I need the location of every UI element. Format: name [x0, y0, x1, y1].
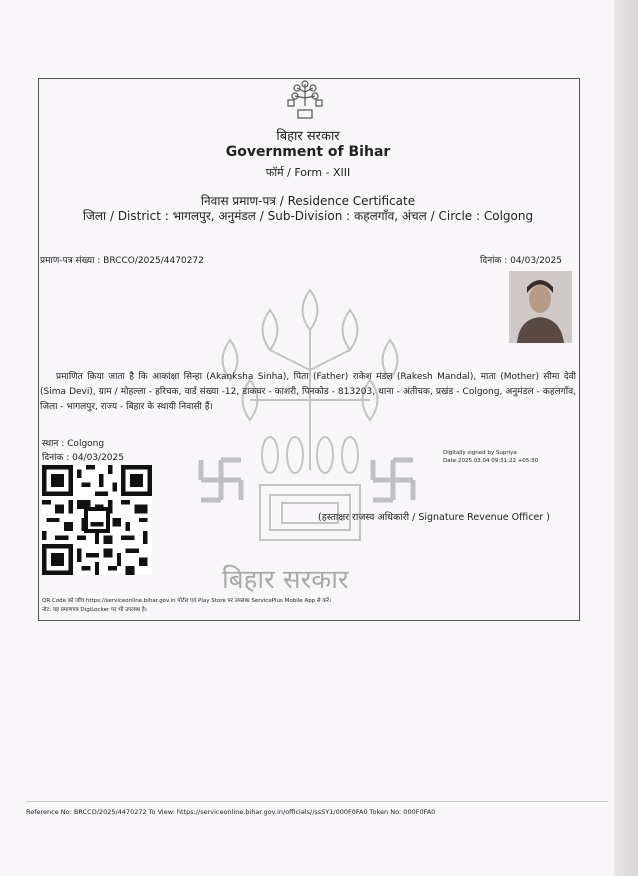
- form-number: फॉर्म / Form - XIII: [265, 166, 351, 179]
- footer-divider: [26, 801, 608, 802]
- bihar-emblem-watermark: [190, 270, 430, 610]
- certificate-number: प्रमाण-पत्र संख्या : BRCCO/2025/4470272: [40, 256, 204, 266]
- certificate-type: निवास प्रमाण-पत्र / Residence Certificate: [200, 194, 416, 208]
- government-title: Government of Bihar: [225, 144, 391, 160]
- verification-notes: [42, 597, 331, 615]
- district-line: जिला / District : भागलपुर, अनुमंडल / Sub-Division : कहलगाँव, अंचल / Circle : Colgong: [82, 209, 534, 223]
- paper-edge: [614, 0, 638, 876]
- digital-sign-date: Date:2025.03.04 09:31:22 +05:30: [443, 458, 539, 464]
- signature-label: (हस्ताक्षर राजस्व अधिकारी / Signature Revenue Officer ): [318, 512, 550, 523]
- qr-note: QR Code को जाँच https://serviceonline.bihar.gov.in पोर्टल एवं Play Store पर उपलब्ध ServicePlus Mobile App से करें।: [42, 598, 331, 604]
- reference-footer: Reference No: BRCCO/2025/4470272 To View: https://serviceonline.bihar.gov.in/officials//ssSY1/000F0FA0 Token No: 000F0FA0: [26, 808, 436, 816]
- date-line: दिनांक : 04/03/2025: [42, 453, 124, 463]
- digilocker-note: नोट: यह प्रमाणपत्र DigiLocker पर भी उपलब्ध है।: [42, 607, 147, 613]
- swastika-left-symbol: [196, 455, 246, 505]
- issue-date: दिनांक : 04/03/2025: [480, 256, 562, 266]
- digital-signer: Digitally signed by Supriya: [443, 450, 517, 456]
- certificate-body: प्रमाणित किया जाता है कि आकांक्षा सिन्हा (Akanksha Sinha), पिता (Father) राकेश मंडल (Rakesh Mandal), माता (Mother) सीमा देवी (Sima Devi), ग्राम / मोहल्ला - हरिचक, वार्ड संख्या -12, डाकघर - काशरी, पिनकोड - 813203, थाना - अंतीचक, प्रखंड - Colgong, अनुमंडल - कहलगाँव, जिला - भागलपुर, राज्य - बिहार के स्थायी निवासी हैं।: [40, 372, 576, 412]
- swastika-right-symbol: [368, 455, 418, 505]
- qr-code: [42, 465, 152, 575]
- place-line: स्थान : Colgong: [42, 439, 105, 449]
- watermark-text: बिहार सरकार: [222, 565, 349, 595]
- bihar-emblem-icon: [283, 80, 327, 124]
- state-name-hindi: बिहार सरकार: [276, 129, 340, 144]
- digital-signature-info: [443, 449, 538, 465]
- applicant-photo: [509, 271, 572, 343]
